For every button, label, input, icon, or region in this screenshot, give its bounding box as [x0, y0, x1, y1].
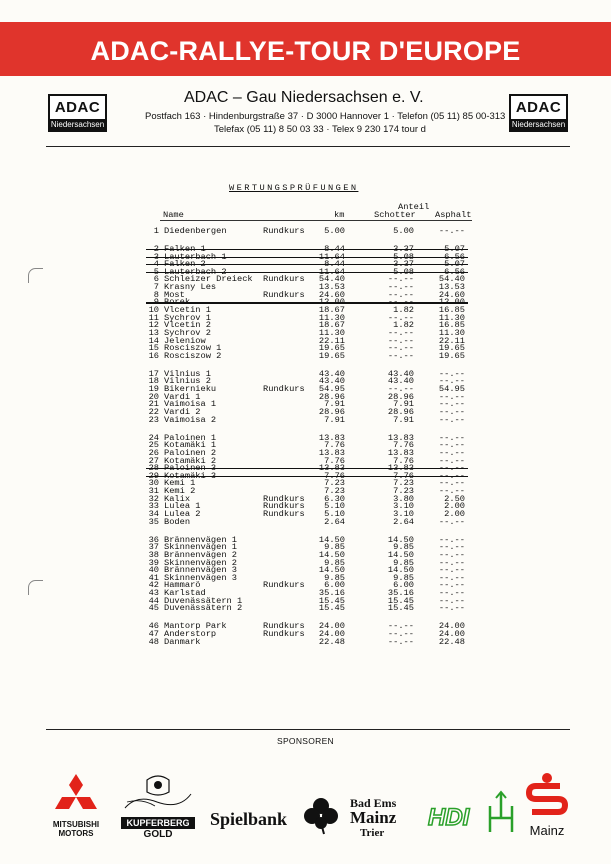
stage-asphalt: 16.85	[438, 305, 465, 316]
stage-km: 6.00	[324, 580, 345, 591]
spielbank-name: Spielbank	[210, 809, 288, 829]
stage-asphalt: 11.30	[438, 312, 465, 323]
stage-name: Vardi 1	[164, 391, 201, 402]
stage-name: Sychrov 1	[164, 312, 211, 323]
stage-km: 6.30	[324, 493, 345, 504]
stage-number: 1	[153, 226, 159, 236]
stage-number: 23	[148, 414, 159, 425]
stage-schotter: --.--	[387, 628, 414, 639]
stage-km: 22.11	[318, 335, 345, 346]
stage-name: Vardi 2	[164, 407, 201, 418]
stage-name: Karlstad	[164, 588, 206, 599]
stage-asphalt: --.--	[438, 455, 465, 466]
strikethrough-line	[146, 468, 468, 469]
stage-schotter: --.--	[387, 282, 414, 293]
stage-name: Brännenvägen 3	[164, 565, 237, 576]
stage-asphalt: --.--	[438, 603, 465, 614]
stage-name: Mantorp Park	[164, 621, 227, 632]
stage-type: Rundkurs	[263, 289, 305, 300]
stage-name: Vaimoisa 1	[164, 399, 217, 410]
stage-name: Rosciszow 1	[164, 343, 222, 354]
stage-asphalt: --.--	[438, 226, 465, 236]
stage-km: 13.83	[318, 447, 345, 458]
anteil-header: Anteil	[398, 202, 430, 212]
stage-name: Sychrov 2	[164, 328, 211, 338]
table-title: WERTUNGSPRÜFUNGEN	[229, 183, 359, 193]
stage-asphalt: --.--	[438, 534, 465, 545]
stage-schotter: 9.85	[393, 572, 414, 583]
stage-number: 10	[148, 305, 159, 316]
stage-km: 5.00	[324, 226, 345, 236]
stage-km: 35.16	[318, 588, 345, 599]
hdi-emblem-icon	[484, 788, 518, 834]
stage-km: 24.00	[318, 628, 345, 639]
stage-number: 43	[148, 588, 159, 599]
stage-km: 5.10	[324, 509, 345, 520]
stage-km: 11.30	[318, 312, 345, 323]
stage-type: Rundkurs	[263, 580, 305, 591]
stage-type: Rundkurs	[263, 501, 305, 512]
organization-name: ADAC – Gau Niedersachsen e. V.	[184, 89, 424, 106]
stage-name: Kemi 1	[164, 478, 196, 489]
stage-name: Jeleniow	[164, 335, 206, 346]
stage-km: 24.60	[318, 289, 345, 300]
stage-number: 16	[148, 350, 159, 361]
stage-asphalt: --.--	[438, 565, 465, 576]
stage-km: 7.91	[324, 414, 345, 425]
stage-name: Skinnenvägen 2	[164, 557, 237, 568]
stage-number: 21	[148, 399, 159, 410]
stage-km: 19.65	[318, 350, 345, 361]
stage-km: 11.30	[318, 328, 345, 338]
stage-number: 41	[148, 572, 159, 583]
stage-asphalt: 54.40	[438, 274, 465, 285]
stage-km: 15.45	[318, 603, 345, 614]
stage-number: 18	[148, 376, 159, 387]
stage-km: 22.48	[318, 636, 345, 647]
column-header-name: Name	[163, 210, 184, 220]
stage-name: Kotamäki 2	[164, 455, 217, 466]
stage-asphalt: 11.30	[438, 328, 465, 338]
stage-schotter: --.--	[387, 621, 414, 632]
mitsubishi-diamonds-icon	[45, 772, 107, 814]
stage-km: 14.50	[318, 549, 345, 560]
stage-type: Rundkurs	[263, 274, 305, 285]
stage-number: 7	[153, 282, 159, 293]
stage-name: Rosciszow 2	[164, 350, 222, 361]
stage-km: 28.96	[318, 407, 345, 418]
banner-title: ADAC-RALLYE-TOUR D'EUROPE	[90, 36, 521, 66]
stage-number: 6	[153, 274, 159, 285]
stage-asphalt: --.--	[438, 588, 465, 599]
spielbank-city-2: Mainz	[350, 808, 397, 827]
stage-asphalt: 2.00	[444, 509, 465, 520]
sponsors-title: SPONSOREN	[276, 736, 335, 746]
punch-hole-mark	[28, 268, 43, 283]
stage-asphalt: --.--	[438, 368, 465, 379]
stage-km: 18.67	[318, 305, 345, 316]
stage-schotter: 6.00	[393, 580, 414, 591]
stage-schotter: 14.50	[387, 534, 414, 545]
stage-number: 35	[148, 516, 159, 527]
stage-name: Lulea 2	[164, 509, 201, 520]
stage-number: 13	[148, 328, 159, 338]
stage-asphalt: --.--	[438, 516, 465, 527]
stage-number: 45	[148, 603, 159, 614]
stage-asphalt: --.--	[438, 580, 465, 591]
stage-asphalt: --.--	[438, 549, 465, 560]
stage-asphalt: --.--	[438, 595, 465, 606]
stage-number: 19	[148, 384, 159, 395]
stage-km: 14.50	[318, 534, 345, 545]
strikethrough-line	[146, 302, 468, 303]
stage-schotter: 3.80	[393, 493, 414, 504]
stage-asphalt: 2.50	[444, 493, 465, 504]
column-header-schotter: Schotter	[374, 210, 416, 220]
sparkasse-s-icon	[520, 772, 574, 816]
stage-schotter: 7.23	[393, 486, 414, 497]
stage-schotter: 1.82	[393, 305, 414, 316]
stage-km: 24.00	[318, 621, 345, 632]
stage-number: 20	[148, 391, 159, 402]
stage-asphalt: --.--	[438, 572, 465, 583]
stage-name: Kemi 2	[164, 486, 196, 497]
stage-schotter: --.--	[387, 274, 414, 285]
stage-number: 24	[148, 432, 159, 443]
stage-km: 9.85	[324, 542, 345, 553]
stage-asphalt: 54.95	[438, 384, 465, 395]
stage-name: Brännenvägen 1	[164, 534, 237, 545]
stage-number: 48	[148, 636, 159, 647]
stage-asphalt: --.--	[438, 440, 465, 451]
mitsubishi-sponsor	[45, 772, 107, 842]
stage-km: 7.23	[324, 478, 345, 489]
stage-schotter: 7.23	[393, 478, 414, 489]
kupferberg-line-2: GOLD	[143, 829, 173, 840]
stage-km: 28.96	[318, 391, 345, 402]
adac-logo-text: ADAC	[515, 99, 562, 116]
stage-number: 37	[148, 542, 159, 553]
punch-hole-mark	[28, 580, 43, 595]
stage-number: 17	[148, 368, 159, 379]
stage-schotter: 1.82	[393, 320, 414, 331]
stage-name: Kalix	[164, 493, 191, 504]
stage-name: Schleizer Dreieck	[164, 274, 253, 285]
stage-number: 32	[148, 493, 159, 504]
stage-asphalt: --.--	[438, 447, 465, 458]
sparkasse-city: Mainz	[529, 823, 565, 838]
stage-type: Rundkurs	[263, 509, 305, 520]
stage-km: 18.67	[318, 320, 345, 331]
stage-name: Bikernieku	[164, 384, 217, 395]
stage-schotter: 43.40	[387, 376, 414, 387]
stage-asphalt: 19.65	[438, 350, 465, 361]
stage-name: Skinnenvägen 3	[164, 572, 237, 583]
stage-name: Anderstorp	[164, 628, 217, 639]
stage-name: Kotamäki 1	[164, 440, 217, 451]
adac-logo-left	[48, 94, 107, 132]
stage-km: 7.76	[324, 440, 345, 451]
stage-km: 13.83	[318, 432, 345, 443]
stage-name: Vlcetin 1	[164, 305, 211, 316]
stage-km: 14.50	[318, 565, 345, 576]
stage-number: 14	[148, 335, 159, 346]
stage-name: Vlcetin 2	[164, 320, 211, 331]
stage-schotter: 3.10	[393, 509, 414, 520]
stage-schotter: 35.16	[387, 588, 414, 599]
stage-schotter: 3.10	[393, 501, 414, 512]
stage-type: Rundkurs	[263, 226, 305, 236]
stage-asphalt: --.--	[438, 376, 465, 387]
stage-schotter: --.--	[387, 312, 414, 323]
stage-km: 13.53	[318, 282, 345, 293]
stage-asphalt: 22.48	[438, 636, 465, 647]
stage-km: 9.85	[324, 557, 345, 568]
stage-asphalt: 24.00	[438, 628, 465, 639]
adac-logo-right	[509, 94, 568, 132]
stage-km: 7.76	[324, 455, 345, 466]
stage-schotter: 7.91	[393, 414, 414, 425]
stage-number: 30	[148, 478, 159, 489]
stage-name: Hammarö	[164, 580, 201, 591]
stage-schotter: 13.83	[387, 447, 414, 458]
stage-name: Brännenvägen 2	[164, 549, 237, 560]
stage-schotter: 7.91	[393, 399, 414, 410]
stage-km: 9.85	[324, 572, 345, 583]
stage-schotter: --.--	[387, 636, 414, 647]
stage-asphalt: 13.53	[438, 282, 465, 293]
stage-asphalt: 19.65	[438, 343, 465, 354]
stage-number: 25	[148, 440, 159, 451]
stage-number: 39	[148, 557, 159, 568]
stage-km: 2.64	[324, 516, 345, 527]
stage-km: 7.23	[324, 486, 345, 497]
stage-km: 54.95	[318, 384, 345, 395]
stage-number: 34	[148, 509, 159, 520]
stage-asphalt: --.--	[438, 478, 465, 489]
stage-number: 11	[148, 312, 159, 323]
stage-schotter: 7.76	[393, 440, 414, 451]
stage-schotter: 9.85	[393, 542, 414, 553]
strikethrough-line	[146, 249, 468, 250]
stage-type: Rundkurs	[263, 628, 305, 639]
stage-name: Duvenässätern 2	[164, 603, 243, 614]
stage-name: Krasny Les	[164, 282, 217, 293]
stage-name: Lulea 1	[164, 501, 201, 512]
strikethrough-line	[146, 476, 468, 477]
spielbank-city-3: Trier	[360, 827, 385, 839]
stage-asphalt: 24.00	[438, 621, 465, 632]
stage-km: 43.40	[318, 368, 345, 379]
stage-asphalt: --.--	[438, 391, 465, 402]
adac-logo-text: ADAC	[54, 99, 101, 116]
stage-schotter: 14.50	[387, 549, 414, 560]
stage-asphalt: --.--	[438, 486, 465, 497]
stage-asphalt: --.--	[438, 407, 465, 418]
stage-number: 22	[148, 407, 159, 418]
stage-name: Most	[164, 289, 185, 300]
stage-asphalt: 24.60	[438, 289, 465, 300]
strikethrough-line	[146, 257, 468, 258]
adac-logo-subtext: Niedersachsen	[50, 120, 105, 129]
column-header-underline	[160, 220, 472, 221]
stage-schotter: 15.45	[387, 603, 414, 614]
stage-km: 43.40	[318, 376, 345, 387]
stage-name: Paloinen 1	[164, 432, 217, 443]
stage-number: 26	[148, 447, 159, 458]
adac-logo-subtext: Niedersachsen	[511, 120, 566, 129]
stage-number: 47	[148, 628, 159, 639]
stage-schotter: 43.40	[387, 368, 414, 379]
stage-asphalt: --.--	[438, 399, 465, 410]
address-line-2: Telefax (05 11) 8 50 03 33 · Telex 9 230 174 tour d	[214, 124, 426, 135]
stage-name: Danmark	[164, 636, 201, 647]
stage-km: 54.40	[318, 274, 345, 285]
stage-schotter: --.--	[387, 335, 414, 346]
address-line-1: Postfach 163 · Hindenburgstraße 37 · D 3000 Hannover 1 · Telefon (05 11) 85 00-313	[145, 111, 506, 122]
mitsubishi-line-1: MITSUBISHI	[52, 820, 100, 829]
column-header-asphalt: Asphalt	[435, 210, 472, 220]
stage-type: Rundkurs	[263, 493, 305, 504]
hdi-name: HDI	[428, 804, 470, 831]
kupferberg-sponsor	[117, 772, 199, 846]
stage-asphalt: 22.11	[438, 335, 465, 346]
sparkasse-sponsor	[520, 772, 574, 842]
stage-number: 31	[148, 486, 159, 497]
stage-number: 44	[148, 595, 159, 606]
stage-schotter: 5.00	[393, 226, 414, 236]
spielbank-city-1: Bad Ems	[350, 796, 397, 810]
stage-schotter: 28.96	[387, 407, 414, 418]
stage-name: Paloinen 2	[164, 447, 217, 458]
stage-number: 36	[148, 534, 159, 545]
stage-number: 38	[148, 549, 159, 560]
stage-schotter: 28.96	[387, 391, 414, 402]
stage-asphalt: --.--	[438, 432, 465, 443]
cloverleaf-icon	[302, 796, 340, 836]
kupferberg-crest-icon	[117, 772, 199, 812]
stage-name: Vilnius 2	[164, 376, 211, 387]
stage-number: 15	[148, 343, 159, 354]
mitsubishi-line-2: MOTORS	[58, 829, 94, 838]
stage-number: 33	[148, 501, 159, 512]
stage-schotter: --.--	[387, 343, 414, 354]
header-divider	[46, 146, 570, 147]
stage-schotter: 2.64	[393, 516, 414, 527]
stage-schotter: --.--	[387, 384, 414, 395]
stage-schotter: --.--	[387, 350, 414, 361]
column-header-km: km	[334, 210, 345, 220]
footer-divider	[46, 729, 570, 730]
stage-number: 12	[148, 320, 159, 331]
stage-name: Vaimoisa 2	[164, 414, 217, 425]
strikethrough-line	[146, 272, 468, 273]
spielbank-sponsor	[210, 796, 416, 842]
stage-schotter: --.--	[387, 289, 414, 300]
stage-asphalt: --.--	[438, 414, 465, 425]
strikethrough-line	[146, 264, 468, 265]
stage-asphalt: 2.00	[444, 501, 465, 512]
stage-name: Duvenässätern 1	[164, 595, 243, 606]
stage-km: 5.10	[324, 501, 345, 512]
stage-km: 19.65	[318, 343, 345, 354]
hdi-sponsor	[428, 786, 520, 836]
stage-asphalt: 16.85	[438, 320, 465, 331]
kupferberg-line-1: KUPFERBERG	[121, 817, 195, 829]
stage-number: 40	[148, 565, 159, 576]
stage-schotter: --.--	[387, 328, 414, 338]
stage-type: Rundkurs	[263, 621, 305, 632]
stage-type: Rundkurs	[263, 384, 305, 395]
stage-number: 8	[153, 289, 159, 300]
stage-schotter: 14.50	[387, 565, 414, 576]
stage-km: 15.45	[318, 595, 345, 606]
stage-km: 7.91	[324, 399, 345, 410]
stage-schotter: 15.45	[387, 595, 414, 606]
stage-name: Vilnius 1	[164, 368, 211, 379]
stage-schotter: 7.76	[393, 455, 414, 466]
stage-asphalt: --.--	[438, 557, 465, 568]
stage-asphalt: --.--	[438, 542, 465, 553]
stage-name: Skinnenvägen 1	[164, 542, 237, 553]
stage-number: 46	[148, 621, 159, 632]
stage-number: 42	[148, 580, 159, 591]
stage-schotter: 9.85	[393, 557, 414, 568]
stage-name: Diedenbergen	[164, 226, 227, 236]
stage-schotter: 13.83	[387, 432, 414, 443]
stage-name: Boden	[164, 516, 191, 527]
stage-number: 27	[148, 455, 159, 466]
